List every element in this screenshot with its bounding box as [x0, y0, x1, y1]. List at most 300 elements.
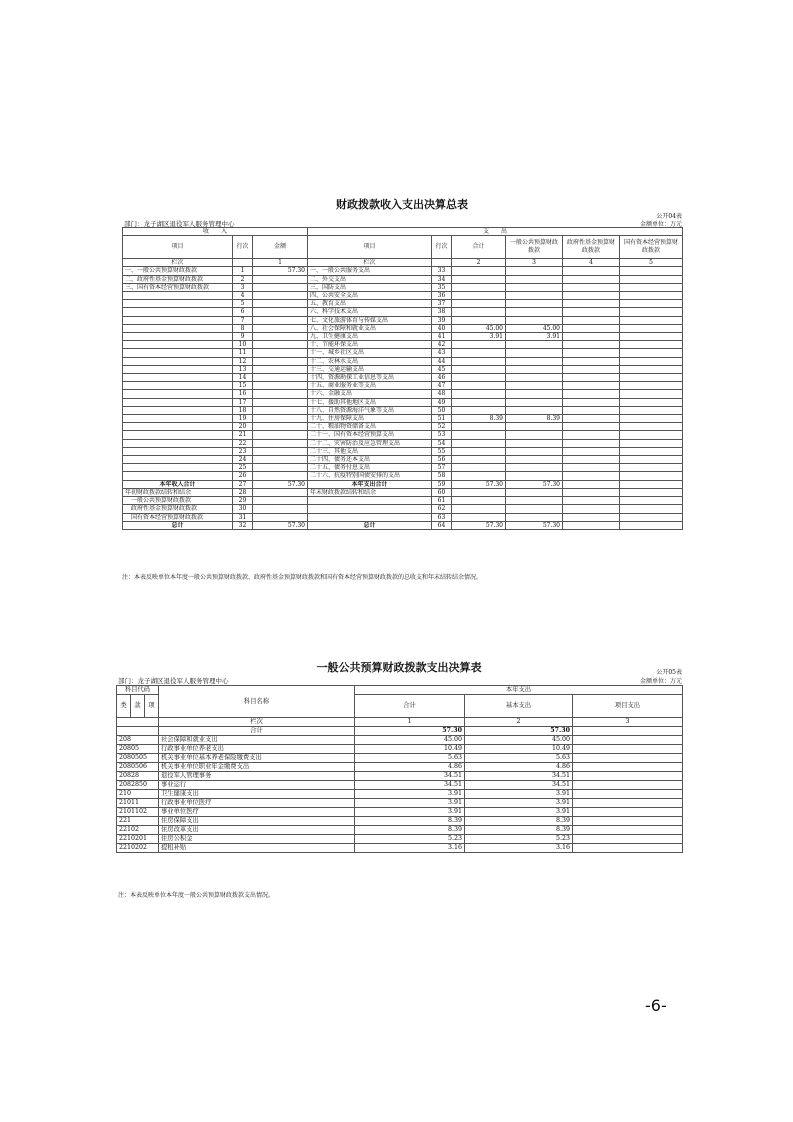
- col-lei: 类: [117, 695, 131, 718]
- table-cell: 4.86: [465, 763, 573, 772]
- table-cell: [563, 324, 620, 332]
- colrow-cell: 1: [355, 718, 465, 727]
- table-cell: [563, 292, 620, 300]
- table-cell: 5.63: [355, 754, 465, 763]
- table-cell: [563, 382, 620, 390]
- table-cell: [123, 423, 233, 431]
- table-cell: [620, 349, 683, 357]
- table-cell: [506, 349, 563, 357]
- table-cell: [506, 431, 563, 439]
- table-cell: [452, 357, 506, 365]
- table-cell: 16: [233, 390, 253, 398]
- table-cell: [452, 390, 506, 398]
- col-soe: 国有资本经营预算财政拨款: [620, 236, 683, 259]
- table-cell: [620, 431, 683, 439]
- table-cell: [253, 423, 308, 431]
- table-cell: [123, 357, 233, 365]
- table-cell: 15: [233, 382, 253, 390]
- table-cell: [253, 505, 308, 513]
- table-cell: 3.16: [355, 844, 465, 853]
- col-xiang: 项: [145, 695, 159, 718]
- table-cell: 57.30: [452, 521, 506, 529]
- table-cell: [452, 308, 506, 316]
- table-cell: 本年收入合计: [123, 480, 233, 488]
- table-cell: 住房改革支出: [159, 826, 355, 835]
- table-cell: [620, 456, 683, 464]
- table-row: [123, 521, 683, 529]
- table-cell: 45.00: [355, 736, 465, 745]
- table-cell: [506, 464, 563, 472]
- table-cell: [452, 497, 506, 505]
- table-cell: [506, 283, 563, 291]
- table-cell: 45.00: [465, 736, 573, 745]
- table-cell: 18: [233, 406, 253, 414]
- table-cell: 49: [432, 398, 452, 406]
- table-cell: [452, 267, 506, 275]
- table-cell: 3.91: [355, 790, 465, 799]
- table-cell: 机关事业单位基本养老保险缴费支出: [159, 754, 355, 763]
- table-row: [117, 835, 683, 844]
- table-cell: 一般公共预算财政拨款: [123, 497, 233, 505]
- table-cell: 55: [432, 447, 452, 455]
- table-cell: [620, 505, 683, 513]
- table-cell: 一、一般公共预算财政拨款: [123, 267, 233, 275]
- colrow-cell: 栏次: [159, 718, 355, 727]
- table-cell: [563, 521, 620, 529]
- table-cell: 本年支出合计: [308, 480, 432, 488]
- table-cell: 8.39: [355, 817, 465, 826]
- table-cell: [573, 799, 683, 808]
- table-cell: 46: [432, 374, 452, 382]
- table-cell: 34.51: [465, 781, 573, 790]
- table-cell: 3.91: [465, 790, 573, 799]
- table-cell: [620, 341, 683, 349]
- table-cell: 33: [432, 267, 452, 275]
- table-cell: 7: [233, 316, 253, 324]
- table-cell: [452, 292, 506, 300]
- table-row: [117, 736, 683, 745]
- table-cell: 8.39: [355, 826, 465, 835]
- table-cell: 32: [233, 521, 253, 529]
- col-name: 科目名称: [159, 686, 355, 718]
- table-cell: [123, 472, 233, 480]
- table-cell: [123, 349, 233, 357]
- table-cell: 30: [233, 505, 253, 513]
- table2-unit: 金额单位：万元: [639, 678, 682, 685]
- table-cell: 36: [432, 292, 452, 300]
- table-cell: [253, 349, 308, 357]
- table-cell: [620, 488, 683, 496]
- table-cell: 12: [233, 357, 253, 365]
- table-cell: [506, 341, 563, 349]
- table-cell: 2080506: [117, 763, 159, 772]
- table-row: [123, 333, 683, 341]
- table-cell: [573, 736, 683, 745]
- table-cell: [563, 488, 620, 496]
- table-cell: 一、一般公共服务支出: [308, 267, 432, 275]
- table-cell: [620, 300, 683, 308]
- table-cell: [563, 341, 620, 349]
- colrow-cell: 栏次: [123, 259, 233, 267]
- table-row: [123, 308, 683, 316]
- table-cell: [506, 382, 563, 390]
- table-cell: 3.91: [355, 799, 465, 808]
- table-cell: 2101102: [117, 808, 159, 817]
- table-cell: [506, 423, 563, 431]
- table-cell: 20: [233, 423, 253, 431]
- table-cell: [123, 374, 233, 382]
- table-cell: 3.91: [355, 808, 465, 817]
- table-cell: [563, 398, 620, 406]
- col-project: 项目支出: [573, 695, 683, 718]
- table-row: [117, 817, 683, 826]
- table-cell: [506, 267, 563, 275]
- table-cell: [253, 324, 308, 332]
- colrow: [123, 259, 683, 267]
- sum-total: 57.30: [355, 727, 465, 736]
- table-cell: 5.23: [465, 835, 573, 844]
- table-cell: [452, 505, 506, 513]
- table-cell: [123, 308, 233, 316]
- table-cell: [123, 431, 233, 439]
- table-cell: 27: [233, 480, 253, 488]
- table-cell: [573, 772, 683, 781]
- table-cell: 八、社会保障和就业支出: [308, 324, 432, 332]
- table-cell: 8.39: [452, 415, 506, 423]
- table-cell: 57.30: [253, 480, 308, 488]
- table-cell: [452, 447, 506, 455]
- table-cell: [563, 505, 620, 513]
- section-expenditure: 支 出: [308, 228, 683, 236]
- table-cell: 37: [432, 300, 452, 308]
- table-cell: 3.91: [465, 808, 573, 817]
- table-cell: [506, 357, 563, 365]
- table-cell: [573, 844, 683, 853]
- table-cell: 25: [233, 464, 253, 472]
- table-cell: [506, 365, 563, 373]
- table-row: [123, 292, 683, 300]
- table-cell: 五、教育支出: [308, 300, 432, 308]
- col-basic: 基本支出: [465, 695, 573, 718]
- table-cell: 十、节能环保支出: [308, 341, 432, 349]
- table-cell: [620, 267, 683, 275]
- table-cell: 40: [432, 324, 452, 332]
- table-cell: [253, 333, 308, 341]
- table-cell: [253, 406, 308, 414]
- table-cell: [253, 341, 308, 349]
- table-row: [123, 283, 683, 291]
- table-cell: [506, 292, 563, 300]
- table-cell: 28: [233, 488, 253, 496]
- col-in-amount: 金额: [253, 236, 308, 259]
- table-cell: 34.51: [355, 772, 465, 781]
- table-cell: 十六、金融支出: [308, 390, 432, 398]
- table-cell: 45.00: [452, 324, 506, 332]
- sum-row: [117, 727, 683, 736]
- table-row: [117, 772, 683, 781]
- table-row: [123, 472, 683, 480]
- table-cell: 8.39: [465, 826, 573, 835]
- table-cell: 总计: [123, 521, 233, 529]
- table-cell: [573, 826, 683, 835]
- table-cell: 5.63: [465, 754, 573, 763]
- table-cell: [123, 324, 233, 332]
- table-cell: 提租补贴: [159, 844, 355, 853]
- table-cell: [123, 398, 233, 406]
- table-cell: 57.30: [452, 480, 506, 488]
- table-cell: [506, 447, 563, 455]
- sum-basic: 57.30: [465, 727, 573, 736]
- table-cell: 48: [432, 390, 452, 398]
- table-cell: 二十、粮油物资储备支出: [308, 423, 432, 431]
- table-cell: 事业单位医疗: [159, 808, 355, 817]
- table-cell: 22: [233, 439, 253, 447]
- col-year-exp: 本年支出: [355, 686, 683, 695]
- table-cell: [452, 464, 506, 472]
- table-cell: 24: [233, 456, 253, 464]
- table-cell: 54: [432, 439, 452, 447]
- table-cell: 60: [432, 488, 452, 496]
- table-cell: 43: [432, 349, 452, 357]
- colrow-cell: 3: [573, 718, 683, 727]
- table-cell: 53: [432, 431, 452, 439]
- table-cell: [620, 521, 683, 529]
- colrow-cell: 4: [563, 259, 620, 267]
- table-row: [117, 799, 683, 808]
- table-row: [117, 781, 683, 790]
- table-cell: 22102: [117, 826, 159, 835]
- table-cell: [620, 480, 683, 488]
- table-cell: [123, 292, 233, 300]
- table-cell: [620, 308, 683, 316]
- table-cell: 21011: [117, 799, 159, 808]
- table1-note: 注：本表反映单位本年度一般公共预算财政拨款、政府性基金预算财政拨款和国有资本经营预算财政拨款的总收支和年末结转结余情况。: [122, 574, 483, 581]
- table-cell: 17: [233, 398, 253, 406]
- table-cell: [563, 456, 620, 464]
- table-row: [117, 790, 683, 799]
- table-cell: 二十五、债务付息支出: [308, 464, 432, 472]
- colrow-cell: 2: [465, 718, 573, 727]
- table-cell: [573, 745, 683, 754]
- table-cell: 二十六、抗疫特别国债安排的支出: [308, 472, 432, 480]
- table-row: [123, 349, 683, 357]
- table-cell: 5.23: [355, 835, 465, 844]
- table-row: [123, 341, 683, 349]
- table-row: [123, 447, 683, 455]
- table-cell: 20828: [117, 772, 159, 781]
- table-cell: [563, 472, 620, 480]
- table-cell: [452, 283, 506, 291]
- table1-code: 公开04表: [656, 213, 682, 220]
- table-cell: 3.91: [465, 799, 573, 808]
- table-cell: [506, 316, 563, 324]
- table-row: [117, 754, 683, 763]
- table-cell: [563, 464, 620, 472]
- table-cell: [573, 790, 683, 799]
- table-cell: [620, 464, 683, 472]
- table-cell: [123, 447, 233, 455]
- col-in-item: 项目: [123, 236, 233, 259]
- table-cell: 2: [233, 275, 253, 283]
- table-cell: [506, 472, 563, 480]
- sum-label: 合计: [159, 727, 355, 736]
- table-cell: 国有资本经营预算财政拨款: [123, 513, 233, 521]
- table-cell: [563, 283, 620, 291]
- table-cell: 9: [233, 333, 253, 341]
- col-out-row: 行次: [432, 236, 452, 259]
- table-cell: 13: [233, 365, 253, 373]
- table-cell: [506, 488, 563, 496]
- table-cell: 45: [432, 365, 452, 373]
- table-cell: [620, 415, 683, 423]
- table-cell: 十三、交通运输支出: [308, 365, 432, 373]
- table-cell: 8: [233, 324, 253, 332]
- colrow-cell: 3: [506, 259, 563, 267]
- table-cell: [308, 505, 432, 513]
- col-total: 合计: [452, 236, 506, 259]
- table-cell: [563, 357, 620, 365]
- table-cell: [452, 398, 506, 406]
- table-cell: [563, 300, 620, 308]
- table-cell: [452, 374, 506, 382]
- table-cell: 二十四、债务还本支出: [308, 456, 432, 464]
- table-cell: [452, 349, 506, 357]
- table-cell: [563, 497, 620, 505]
- table-cell: [308, 513, 432, 521]
- table-cell: 42: [432, 341, 452, 349]
- table-cell: [506, 497, 563, 505]
- table-cell: 47: [432, 382, 452, 390]
- table-cell: [123, 415, 233, 423]
- table2-code: 公开05表: [656, 669, 682, 676]
- table-cell: 二十一、国有资本经营预算支出: [308, 431, 432, 439]
- table1: [122, 227, 683, 530]
- table-cell: 6: [233, 308, 253, 316]
- table-cell: [253, 447, 308, 455]
- table-cell: 年末财政拨款结转和结余: [308, 488, 432, 496]
- table-cell: [506, 439, 563, 447]
- table-cell: 29: [233, 497, 253, 505]
- table-cell: 57.30: [253, 267, 308, 275]
- table-cell: [573, 808, 683, 817]
- table-row: [117, 844, 683, 853]
- col-general: 一般公共预算财政拨款: [506, 236, 563, 259]
- table-cell: [620, 292, 683, 300]
- table-cell: [452, 513, 506, 521]
- table-cell: [620, 398, 683, 406]
- table-cell: 8.39: [465, 817, 573, 826]
- table-cell: 住房公积金: [159, 835, 355, 844]
- table-cell: [506, 406, 563, 414]
- table-cell: 5: [233, 300, 253, 308]
- table-cell: [253, 497, 308, 505]
- table-cell: 31: [233, 513, 253, 521]
- table-cell: [253, 415, 308, 423]
- table-cell: [253, 472, 308, 480]
- table-cell: [253, 300, 308, 308]
- col-code: 科目代码: [117, 686, 159, 695]
- table-cell: [253, 456, 308, 464]
- table-cell: 总计: [308, 521, 432, 529]
- table-cell: [253, 513, 308, 521]
- table-cell: 3: [233, 283, 253, 291]
- table-cell: [123, 341, 233, 349]
- table-cell: [563, 415, 620, 423]
- table-row: [117, 826, 683, 835]
- table-cell: [563, 316, 620, 324]
- table-row: [123, 398, 683, 406]
- table-row: [123, 406, 683, 414]
- table-cell: 57.30: [506, 480, 563, 488]
- table-cell: [452, 382, 506, 390]
- table-cell: 退役军人管理事务: [159, 772, 355, 781]
- table-cell: 57.30: [253, 521, 308, 529]
- table-cell: [506, 505, 563, 513]
- table-cell: [123, 333, 233, 341]
- table-cell: [506, 308, 563, 316]
- table-cell: 57: [432, 464, 452, 472]
- table-cell: [253, 431, 308, 439]
- col-total: 合计: [355, 695, 465, 718]
- table-cell: 卫生健康支出: [159, 790, 355, 799]
- table-cell: 51: [432, 415, 452, 423]
- table-cell: 39: [432, 316, 452, 324]
- table-cell: 七、文化旅游体育与传媒支出: [308, 316, 432, 324]
- table-cell: [620, 497, 683, 505]
- table1-title: 财政拨款收入支出决算总表: [336, 198, 468, 211]
- table-cell: 3.91: [506, 333, 563, 341]
- table-cell: 10.49: [465, 745, 573, 754]
- table-cell: 50: [432, 406, 452, 414]
- table-cell: 3.16: [465, 844, 573, 853]
- table-cell: 机关事业单位职业年金缴费支出: [159, 763, 355, 772]
- table-cell: [123, 464, 233, 472]
- col-in-row: 行次: [233, 236, 253, 259]
- colrow-cell: 2: [452, 259, 506, 267]
- table-row: [123, 505, 683, 513]
- table-cell: [253, 488, 308, 496]
- table-cell: [563, 374, 620, 382]
- table-cell: 34.51: [465, 772, 573, 781]
- table-cell: [563, 439, 620, 447]
- colrow-cell: 1: [253, 259, 308, 267]
- table-cell: 十七、援助其他地区支出: [308, 398, 432, 406]
- table-cell: 208: [117, 736, 159, 745]
- table-cell: [620, 283, 683, 291]
- table-cell: [123, 406, 233, 414]
- table-cell: 34: [432, 275, 452, 283]
- table-cell: [573, 754, 683, 763]
- table-cell: [620, 275, 683, 283]
- table-cell: [563, 333, 620, 341]
- table-cell: [452, 300, 506, 308]
- table-cell: 二十三、其他支出: [308, 447, 432, 455]
- table-cell: [620, 447, 683, 455]
- table-cell: 二、政府性基金预算财政拨款: [123, 275, 233, 283]
- table-cell: 2210202: [117, 844, 159, 853]
- table-row: [123, 390, 683, 398]
- table-cell: [452, 439, 506, 447]
- col-out-item: 项目: [308, 236, 432, 259]
- table-cell: [506, 275, 563, 283]
- table-cell: 4.86: [355, 763, 465, 772]
- table-cell: 四、公共安全支出: [308, 292, 432, 300]
- table-cell: 23: [233, 447, 253, 455]
- table-cell: [620, 439, 683, 447]
- table-cell: 58: [432, 472, 452, 480]
- table-cell: 二十二、灾害防治及应急管理支出: [308, 439, 432, 447]
- table-cell: 2080505: [117, 754, 159, 763]
